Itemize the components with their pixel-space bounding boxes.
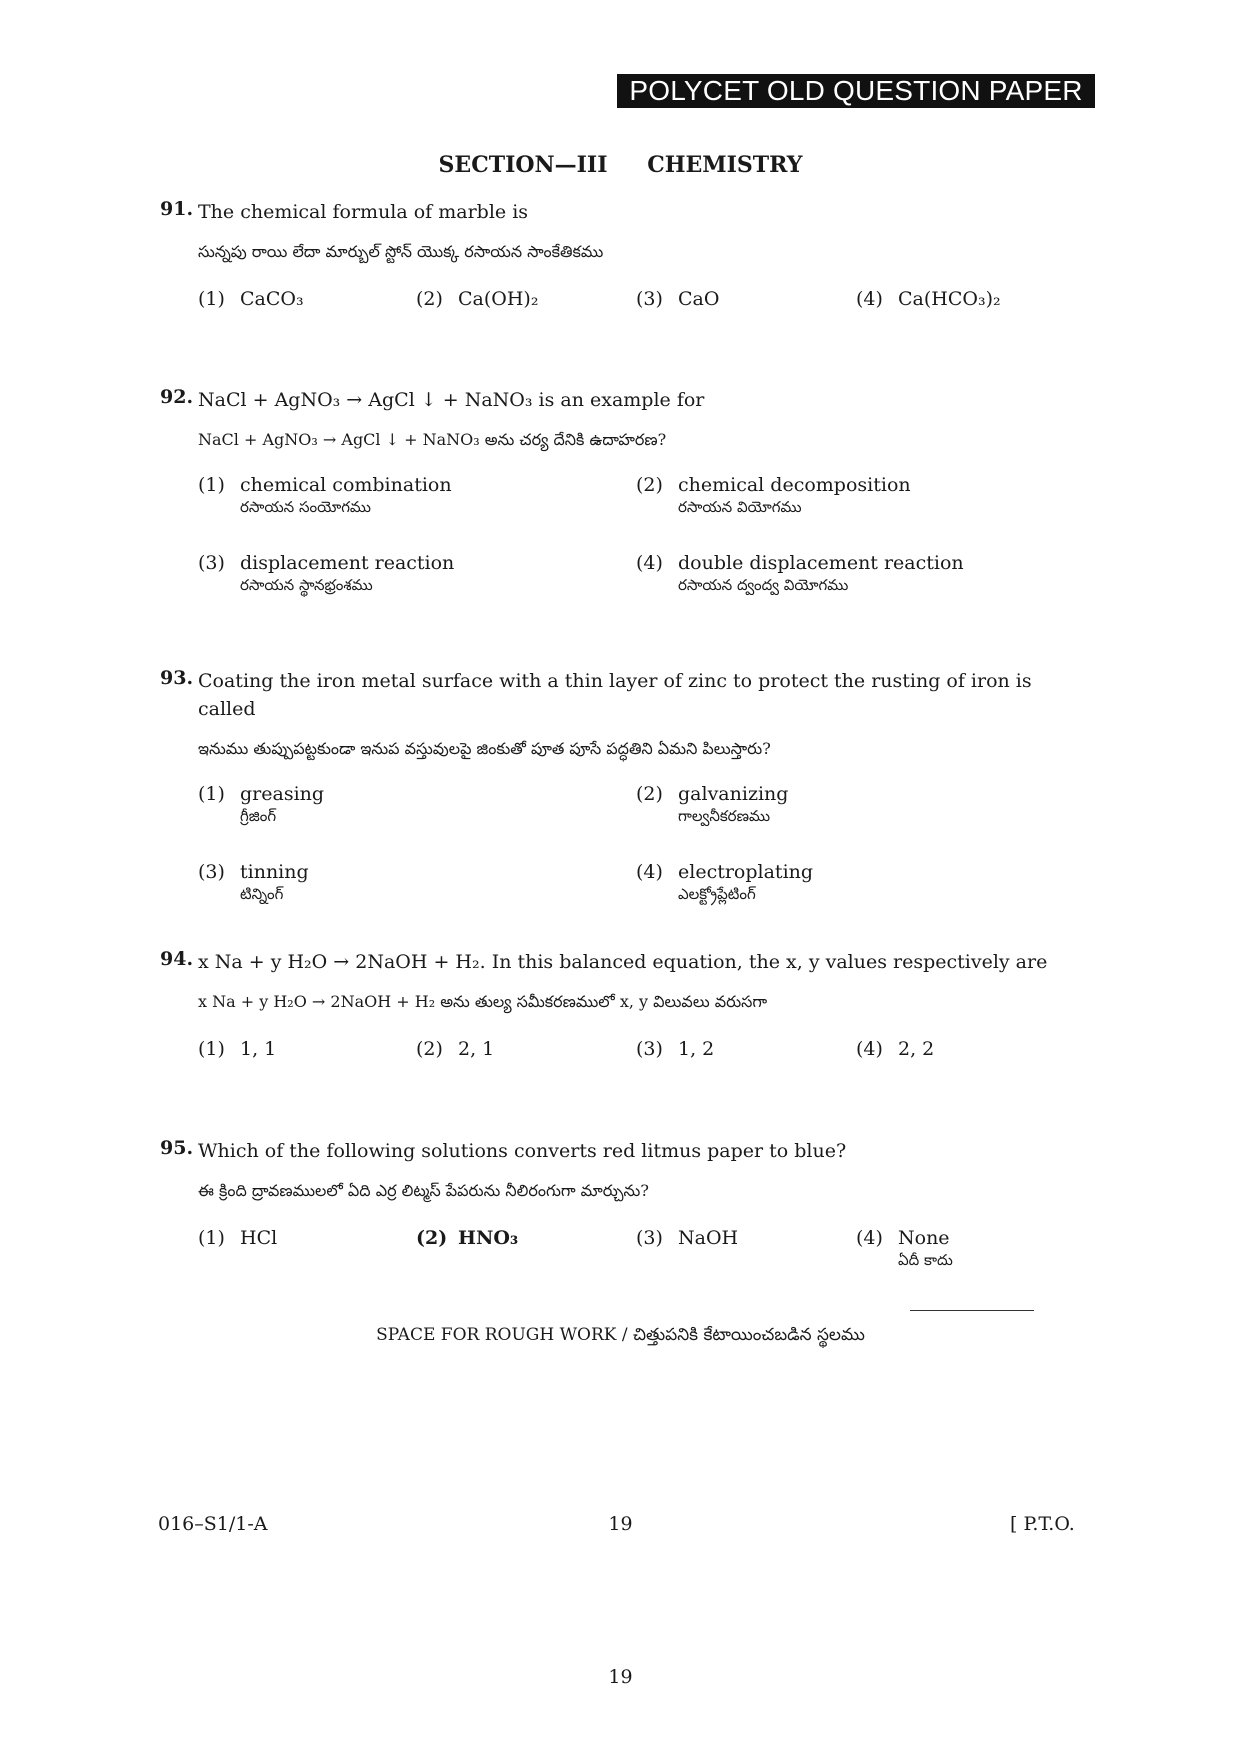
option-2: (2) galvanizing గాల్వనీకరణము [636,783,789,825]
pto-label: [ P.T.O. [1010,1513,1075,1535]
section-title [0,152,1241,178]
options [160,288,1090,318]
option-3: (3) NaOH [636,1227,739,1249]
options-row-1 [160,783,1090,841]
question-93 [160,667,1090,919]
question-91 [160,198,1090,318]
option-3: (3) 1, 2 [636,1038,715,1060]
option-3: (3) displacement reaction రసాయన స్థానభ్రంశము [198,552,455,594]
question-text-telugu: ఇనుము తుప్పుపట్టకుండా ఇనుప వస్తువులపై జింకుతో పూత పూసే పద్ధతిని ఏమని పిలుస్తారు? [198,739,771,758]
option-2: (2) Ca(OH)₂ [416,288,539,310]
header-banner: POLYCET OLD QUESTION PAPER [617,74,1095,108]
option-1: (1) chemical combination రసాయన సంయోగము [198,474,452,516]
divider-line [910,1310,1034,1311]
option-2: (2) 2, 1 [416,1038,495,1060]
question-number: 94. [160,948,194,970]
question-text: x Na + y H₂O → 2NaOH + H₂. In this balanced equation, the x, y values respectively are [198,951,1048,973]
question-number: 93. [160,667,194,689]
page-number-bottom: 19 [608,1666,633,1688]
question-text: The chemical formula of marble is [198,201,529,223]
options-row-1 [160,474,1090,532]
option-1: (1) CaCO₃ [198,288,304,310]
option-4: (4) double displacement reaction రసాయన ద్వంద్వ వియోగము [636,552,964,594]
options [160,1038,1090,1068]
question-text: NaCl + AgNO₃ → AgCl ↓ + NaNO₃ is an example for [198,389,705,411]
paper-code: 016–S1/1-A [158,1513,268,1535]
question-92 [160,386,1090,610]
question-number: 95. [160,1137,194,1159]
page-number: 19 [608,1513,633,1535]
section-label: SECTION—III [438,152,608,178]
option-1: (1) HCl [198,1227,278,1249]
question-text-telugu: x Na + y H₂O → 2NaOH + H₂ అను తుల్య సమీకరణములో x, y విలువలు వరుసగా [198,992,768,1011]
option-4: (4) electroplating ఎలక్ట్రోప్లేటింగ్ [636,861,814,903]
question-text: Coating the iron metal surface with a thin layer of zinc to protect the rusting of iron is called [198,670,1032,720]
options [160,1227,1090,1269]
question-number: 92. [160,386,194,408]
option-3: (3) CaO [636,288,720,310]
option-2: (2) HNO₃ [416,1227,519,1249]
option-2: (2) chemical decomposition రసాయన వియోగము [636,474,911,516]
question-95 [160,1137,1090,1269]
question-text: Which of the following solutions converts red litmus paper to blue? [198,1140,847,1162]
option-4: (4) 2, 2 [856,1038,935,1060]
question-number: 91. [160,198,194,220]
option-1: (1) greasing గ్రీజింగ్ [198,783,325,825]
option-4: (4) Ca(HCO₃)₂ [856,288,1001,310]
question-text-telugu: సున్నపు రాయి లేదా మార్బుల్ స్టోన్ యొక్క రసాయన సాంకేతికము [198,242,604,261]
option-1: (1) 1, 1 [198,1038,277,1060]
question-94 [160,948,1090,1068]
question-text-telugu: NaCl + AgNO₃ → AgCl ↓ + NaNO₃ అను చర్య దేనికి ఉదాహరణ? [198,430,667,449]
option-4: (4) None ఏదీ కాదు [856,1227,953,1269]
question-text-telugu: ఈ క్రింది ద్రావణములలో ఏది ఎర్ర లిట్మస్ పేపరును నీలిరంగుగా మార్చును? [198,1181,649,1200]
option-3: (3) tinning టిన్నింగ్ [198,861,309,903]
section-subject: CHEMISTRY [647,152,803,178]
options-row-2 [160,552,1090,610]
options-row-2 [160,861,1090,919]
rough-work-label: SPACE FOR ROUGH WORK / చిత్తుపనికి కేటాయించబడిన స్థలము [376,1325,865,1345]
